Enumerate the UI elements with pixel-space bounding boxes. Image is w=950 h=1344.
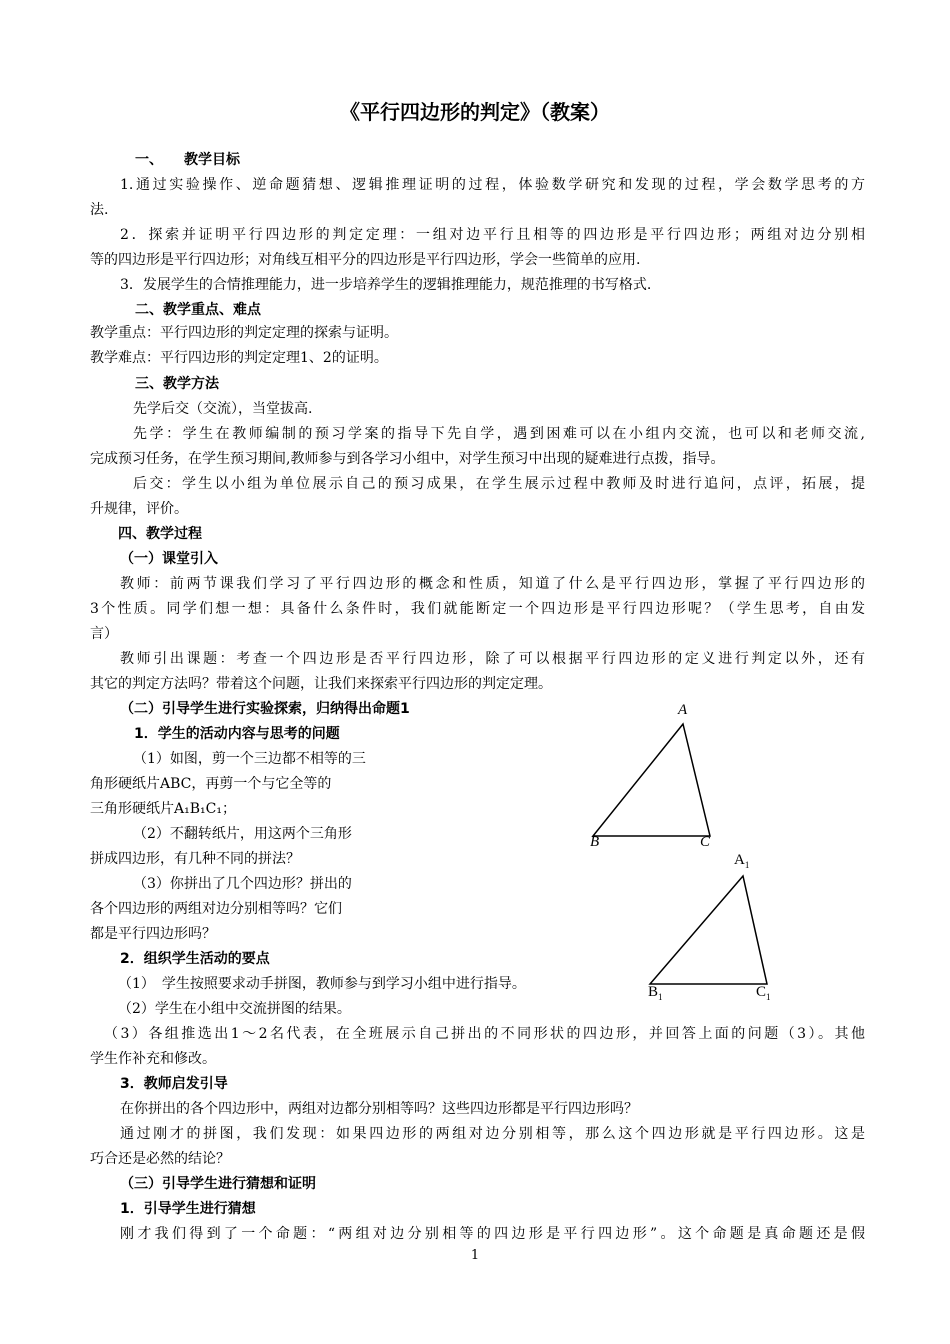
vertex-label-a1-letter: A (734, 852, 745, 868)
intro-topic-line-2: 其它的判定方法吗？带着这个问题，让我们来探索平行四边形的判定定理。 (90, 676, 552, 692)
triangle-abc-figure (580, 700, 730, 860)
objective-2-line-2: 等的四边形是平行四边形；对角线互相平分的四边形是平行四边形，学会一些简单的应用. (90, 252, 641, 268)
objective-1-line-2: 法. (90, 202, 109, 218)
triangle-abc-shape (593, 724, 710, 836)
activity-point-1: （1） 学生按照要求动手拼图，教师参与到学习小组中进行指导。 (118, 976, 526, 992)
objective-2-line-1: 2．探索并证明平行四边形的判定定理：一组对边平行且相等的四边形是平行四边形；两组对边分别相 (120, 227, 865, 243)
method-exchange-line-1: 后交：学生以小组为单位展示自己的预习成果，在学生展示过程中教师及时进行追问，点评，拓展，提 (133, 476, 865, 492)
method-exchange-line-2: 升规律，评价。 (90, 501, 188, 517)
question-1-line-2: 角形硬纸片ABC，再剪一个与它全等的 (90, 776, 332, 792)
subsection-experiment: （二）引导学生进行实验探索，归纳得出命题1 (120, 701, 410, 717)
conjecture-text: 刚才我们得到了一个命题：“两组对边分别相等的四边形是平行四边形”。这个命题是真命题还是假 (120, 1226, 865, 1242)
section-heading-key-points: 二、教学重点、难点 (135, 302, 261, 318)
difficult-point: 教学难点：平行四边形的判定定理1、2的证明。 (90, 350, 388, 366)
page-number: 1 (470, 1248, 480, 1263)
guidance-heading: 3．教师启发引导 (120, 1076, 228, 1092)
section-heading-process: 四、教学过程 (118, 526, 202, 542)
conjecture-heading: 1．引导学生进行猜想 (120, 1201, 256, 1217)
vertex-label-b1 (648, 984, 663, 1002)
intro-topic-line-1: 教师引出课题：考查一个四边形是否平行四边形，除了可以根据平行四边形的定义进行判定以外，还有 (120, 651, 865, 667)
vertex-label-b1-subscript: 1 (658, 992, 663, 1002)
guidance-finding-line-1: 通过刚才的拼图，我们发现：如果四边形的两组对边分别相等，那么这个四边形就是平行四边形。这是 (120, 1126, 865, 1142)
activity-point-2: （2）学生在小组中交流拼图的结果。 (118, 1001, 351, 1017)
activity-points-heading: 2．组织学生活动的要点 (120, 951, 270, 967)
objective-1-line-1: 1.通过实验操作、逆命题猜想、逻辑推理证明的过程，体验数学研究和发现的过程，学会数学思考的方 (120, 177, 865, 193)
question-2-line-1: （2）不翻转纸片，用这两个三角形 (133, 826, 352, 842)
objective-3: 3．发展学生的合情推理能力，进一步培养学生的逻辑推理能力，规范推理的书写格式. (120, 277, 652, 293)
method-prelearn-line-1: 先学：学生在教师编制的预习学案的指导下先自学，遇到困难可以在小组内交流，也可以和老师交流, (133, 426, 865, 442)
triangle-a1b1c1-shape (650, 876, 767, 984)
method-prelearn-line-2: 完成预习任务，在学生预习期间,教师参与到各学习小组中，对学生预习中出现的疑难进行点拨，指导。 (90, 451, 725, 467)
activity-point-3-line-2: 学生作补充和修改。 (90, 1051, 216, 1067)
vertex-label-c1-letter: C (756, 984, 767, 1000)
vertex-label-c: C (700, 834, 711, 850)
section-heading-objectives: 一、 教学目标 (135, 152, 240, 168)
vertex-label-c1 (756, 984, 771, 1002)
triangle-a1b1c1-figure (640, 848, 790, 1008)
subsection-conjecture: （三）引导学生进行猜想和证明 (120, 1176, 316, 1192)
subsection-intro: （一）课堂引入 (120, 551, 218, 567)
vertex-label-a1-subscript: 1 (744, 860, 750, 870)
question-2-line-2: 拼成四边形，有几种不同的拼法？ (90, 851, 300, 867)
vertex-label-a: A (678, 702, 688, 718)
question-1-line-1: （1）如图，剪一个三边都不相等的三 (133, 751, 366, 767)
question-3-line-1: （3）你拼出了几个四边形？拼出的 (133, 876, 352, 892)
question-3-line-2: 各个四边形的两组对边分别相等吗？它们 (90, 901, 342, 917)
document-title: 《平行四边形的判定》（教案） (340, 100, 610, 124)
question-1-line-3: 三角形硬纸片A₁B₁C₁； (90, 801, 236, 817)
intro-teacher-line-2: 3个性质。同学们想一想：具备什么条件时，我们就能断定一个四边形是平行四边形呢？（学生思考，自由发 (90, 601, 865, 617)
key-point: 教学重点：平行四边形的判定定理的探索与证明。 (90, 325, 398, 341)
guidance-question: 在你拼出的各个四边形中，两组对边都分别相等吗？这些四边形都是平行四边形吗？ (120, 1101, 638, 1117)
activity-point-3-line-1: （3）各组推选出1～2名代表，在全班展示自己拼出的不同形状的四边形，并回答上面的问题（3）。其他 (104, 1026, 865, 1042)
vertex-label-a1 (734, 852, 749, 870)
vertex-label-b: B (590, 834, 600, 850)
vertex-label-c1-subscript: 1 (766, 992, 771, 1002)
vertex-label-b1-letter: B (648, 984, 659, 1000)
section-heading-methods: 三、教学方法 (135, 376, 219, 392)
activity-heading: 1．学生的活动内容与思考的问题 (134, 726, 340, 742)
method-summary: 先学后交（交流），当堂拔高. (133, 401, 313, 417)
question-3-line-3: 都是平行四边形吗？ (90, 926, 216, 942)
intro-teacher-line-3: 言） (90, 626, 118, 642)
guidance-finding-line-2: 巧合还是必然的结论？ (90, 1151, 230, 1167)
intro-teacher-line-1: 教师：前两节课我们学习了平行四边形的概念和性质，知道了什么是平行四边形，掌握了平行四边形的 (120, 576, 865, 592)
